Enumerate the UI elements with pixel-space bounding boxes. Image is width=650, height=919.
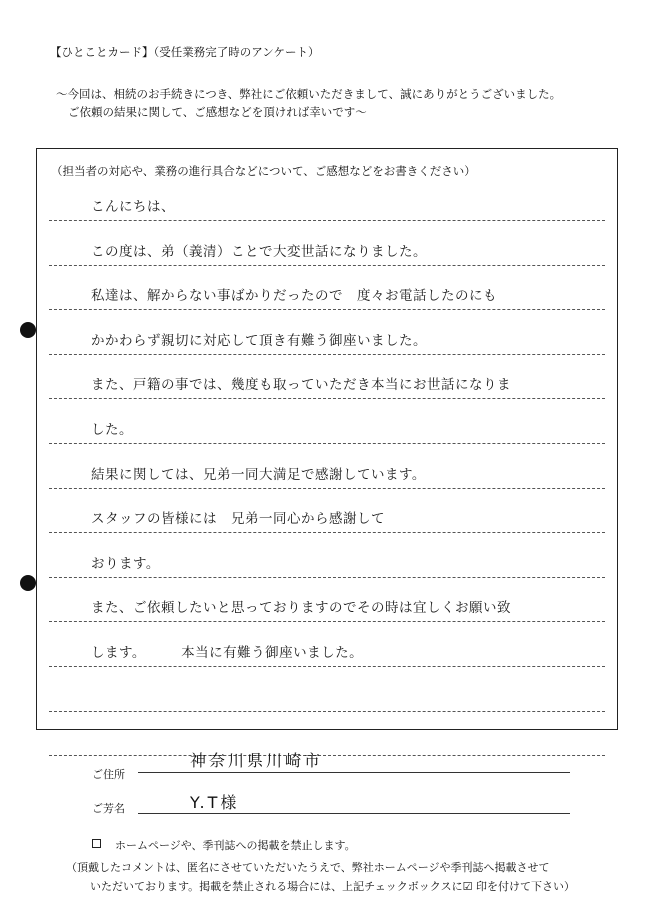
- publication-note-line-1: （頂戴したコメントは、匿名にさせていただいたうえで、弊社ホームページや季刊誌へ掲載させて: [66, 861, 550, 874]
- card-title: 【ひとことカード】（受任業務完了時のアンケート）: [50, 45, 320, 59]
- comment-line: スタッフの皆様には 兄弟一同心から感謝して: [91, 511, 385, 528]
- ruled-line: [49, 754, 605, 756]
- comment-line: かかわらず親切に対応して頂き有難う御座いました。: [91, 332, 427, 349]
- ruled-line: [49, 665, 605, 667]
- ruled-line: [49, 442, 605, 444]
- name-underline: [138, 813, 570, 814]
- ruled-line: [49, 397, 605, 399]
- address-label: ご住所: [92, 768, 125, 781]
- ruled-line: [49, 576, 605, 578]
- intro-text-line-2: ご依頼の結果に関して、ご感想などを頂ければ幸いです～: [68, 105, 367, 119]
- comment-line: 結果に関しては、兄弟一同大満足で感謝しています。: [91, 466, 426, 483]
- optout-label: ホームページや、季刊誌への掲載を禁止します。: [115, 839, 356, 852]
- intro-text-line-1: ～今回は、相続のお手続きにつき、弊社にご依頼いただきまして、誠にありがとうございました。: [56, 87, 562, 101]
- name-value: Y.T様: [190, 793, 240, 812]
- comment-line: また、ご依頼したいと思っておりますのでその時は宜しくお願い致: [91, 600, 511, 617]
- comment-line: おります。: [91, 555, 160, 572]
- punch-hole-bottom: [20, 575, 36, 591]
- punch-hole-top: [20, 322, 36, 338]
- publication-note-line-2: いただいております。掲載を禁止される場合には、上記チェックボックスに☑ 印を付けて下さい）: [90, 880, 576, 893]
- comment-line: こんにちは、: [91, 199, 175, 215]
- comment-line: します。 本当に有難う御座いました。: [91, 645, 364, 661]
- comment-instruction: （担当者の対応や、業務の進行具合などについて、ご感想などをお書きください）: [51, 164, 476, 178]
- address-value: 神奈川県川崎市: [190, 751, 324, 770]
- ruled-line: [49, 710, 605, 712]
- ruled-line: [49, 308, 605, 310]
- comment-line: この度は、弟（義清）ことで大変世話になりました。: [91, 243, 427, 260]
- comment-line: した。: [91, 422, 133, 438]
- address-underline: [138, 772, 570, 773]
- ruled-line: [49, 264, 605, 266]
- ruled-line: [49, 487, 605, 489]
- ruled-line: [49, 353, 605, 355]
- name-label: ご芳名: [92, 802, 125, 815]
- ruled-line: [49, 620, 605, 622]
- comment-line: 私達は、解からない事ばかりだったので 度々お電話したのにも: [91, 288, 497, 305]
- ruled-line: [49, 219, 605, 221]
- comment-box: [36, 148, 618, 730]
- ruled-line: [49, 531, 605, 533]
- optout-checkbox[interactable]: [92, 839, 101, 848]
- comment-line: また、戸籍の事では、幾度も取っていただき本当にお世話になりま: [91, 377, 511, 394]
